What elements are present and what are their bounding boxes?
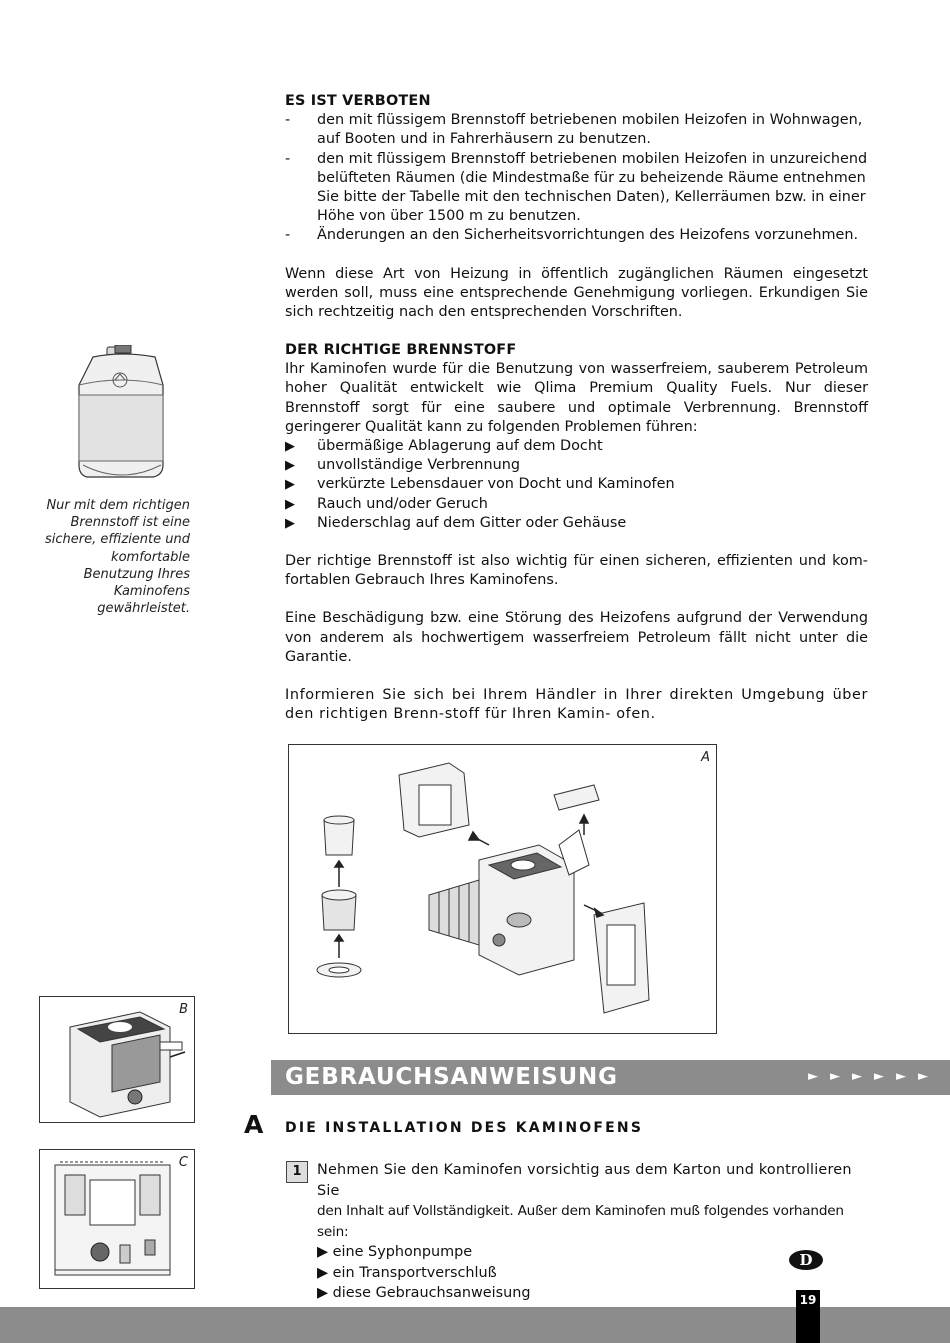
list-item-line: Sie bitte der Tabelle mit den technischen Daten), Kellerräumen bzw. in einer	[317, 189, 866, 206]
heading-richtige-brennstoff: DER RICHTIGE BRENNSTOFF	[285, 342, 517, 358]
paragraph-garantie: Eine Beschädigung bzw. eine Störung des Heizofens aufgrund der Verwendung von anderem als hochwertigem wasserfreiem Petroleum fällt nicht unter die Garantie.	[285, 610, 868, 665]
figure-label: B	[179, 1002, 188, 1017]
list-item: ▶ Niederschlag auf dem Gitter oder Gehäuse	[285, 514, 868, 533]
figure-a	[288, 744, 717, 1034]
list-item-line: Änderungen an den Sicherheitsvorrichtungen des Heizofens vorzunehmen.	[317, 227, 859, 244]
list-item-line: auf Booten und in Fahrerhäusern zu benutzen.	[317, 131, 651, 148]
exploded-heater-drawing	[289, 745, 716, 1033]
list-item-line: den mit flüssigem Brennstoff betriebenen mobilen Heizofen in unzureichend	[317, 150, 868, 167]
paragraph-intro: Ihr Kaminofen wurde für die Benutzung von wasserfreiem, sauberem Petroleum hoher Qualität entwickelt wie Qlima Premium Quality Fuels. Nur dieser Brennstoff sorgt für eine saubere und optimale Verbrennung. Brennstoff geringerer Qualität kann zu folgenden Problemen führen:	[285, 361, 868, 435]
heater-front-drawing	[40, 1150, 194, 1288]
page-number: 19	[796, 1290, 820, 1343]
bullet-arrow-icon: ▶	[285, 458, 295, 474]
list-item-line: belüfteten Räumen (die Mindestmaße für zu beheizende Räume entnehmen	[317, 169, 866, 186]
list-item: ▶ verkürzte Lebensdauer von Docht und Kaminofen	[285, 475, 868, 494]
section-title: DIE INSTALLATION DES KAMINOFENS	[285, 1120, 644, 1136]
paragraph-haendler: Informieren Sie sich bei Ihrem Händler in Ihrer direkten Umgebung über den richtigen Brenn-stoff für Ihren Kamin- ofen.	[285, 687, 868, 723]
list-item: - den mit flüssigem Brennstoff betriebenen mobilen Heizofen in Wohnwagen, auf Booten und in Fahrerhäusern zu benutzen.	[285, 112, 863, 148]
fuel-can-illustration	[75, 345, 170, 485]
figure-c	[39, 1149, 195, 1289]
bullet-arrow-icon: ▶	[285, 496, 295, 512]
banner-arrows-icon: ►►►►►►	[808, 1069, 940, 1084]
heading-es-ist-verboten: ES IST VERBOTEN	[285, 93, 431, 109]
section-verboten	[285, 92, 868, 322]
step-text-line: Nehmen Sie den Kaminofen vorsichtig aus dem Karton und kontrollieren Sie	[317, 1162, 852, 1199]
list-item: ▶ eine Syphonpumpe	[317, 1244, 473, 1260]
paragraph-wichtig: Der richtige Brennstoff ist also wichtig für einen sicheren, effizienten und kom-fortablen Gebrauch Ihres Kaminofens.	[285, 553, 868, 589]
bullet-arrow-icon: ▶	[285, 477, 295, 493]
figure-b	[39, 996, 195, 1123]
figure-label: C	[178, 1155, 188, 1170]
list-item: - Änderungen an den Sicherheitsvorrichtungen des Heizofens vorzunehmen.	[285, 226, 868, 245]
step-1	[317, 1160, 868, 1304]
gebrauchsanweisung-banner	[271, 1060, 950, 1095]
step-number: 1	[286, 1161, 308, 1183]
section-brennstoff	[285, 341, 868, 724]
heater-grille-drawing	[40, 997, 194, 1122]
list-item: ▶ übermäßige Ablagerung auf dem Docht	[285, 437, 868, 456]
section-letter: A	[244, 1110, 264, 1139]
step-text-line: den Inhalt auf Vollständigkeit. Außer dem Kaminofen muß folgendes vorhanden sein:	[317, 1203, 844, 1240]
list-item: ▶ Rauch und/oder Geruch	[285, 495, 868, 514]
bullet-arrow-icon: ▶	[285, 439, 295, 455]
fuel-caption: Nur mit dem richtigen Brennstoff ist eine sichere, effiziente und komfortable Benutzung Ihres Kaminofens gewährleistet.	[45, 498, 190, 617]
list-item-line: Höhe von über 1500 m zu benutzen.	[317, 208, 581, 225]
paragraph-genehmigung: Wenn diese Art von Heizung in öffentlich zugänglichen Räumen eingesetzt werden soll, muss eine entsprechende Genehmigung vorliegen. Erkundigen Sie sich rechtzeitig nach den entsprechenden Vorschriften.	[285, 265, 868, 321]
bullet-arrow-icon: ▶	[285, 515, 295, 531]
list-item: ▶ diese Gebrauchsanweisung	[317, 1285, 531, 1301]
list-item: - den mit flüssigem Brennstoff betriebenen mobilen Heizofen in unzureichend belüfteten Räumen (die Mindestmaße für zu beheizende Räume entnehmen Sie bitte der Tabelle mit den technischen Daten), Kellerräumen bzw. in einer Höhe von über 1500 m zu benutzen.	[285, 150, 868, 225]
figure-label: A	[701, 750, 710, 765]
list-item-line: den mit flüssigem Brennstoff betriebenen mobilen Heizofen in Wohnwagen,	[317, 112, 863, 129]
language-badge: D	[789, 1250, 823, 1270]
banner-title: GEBRAUCHSANWEISUNG	[285, 1064, 618, 1090]
list-item: ▶ unvollständige Verbrennung	[285, 456, 868, 475]
list-item: ▶ ein Transportverschluß	[317, 1264, 497, 1281]
